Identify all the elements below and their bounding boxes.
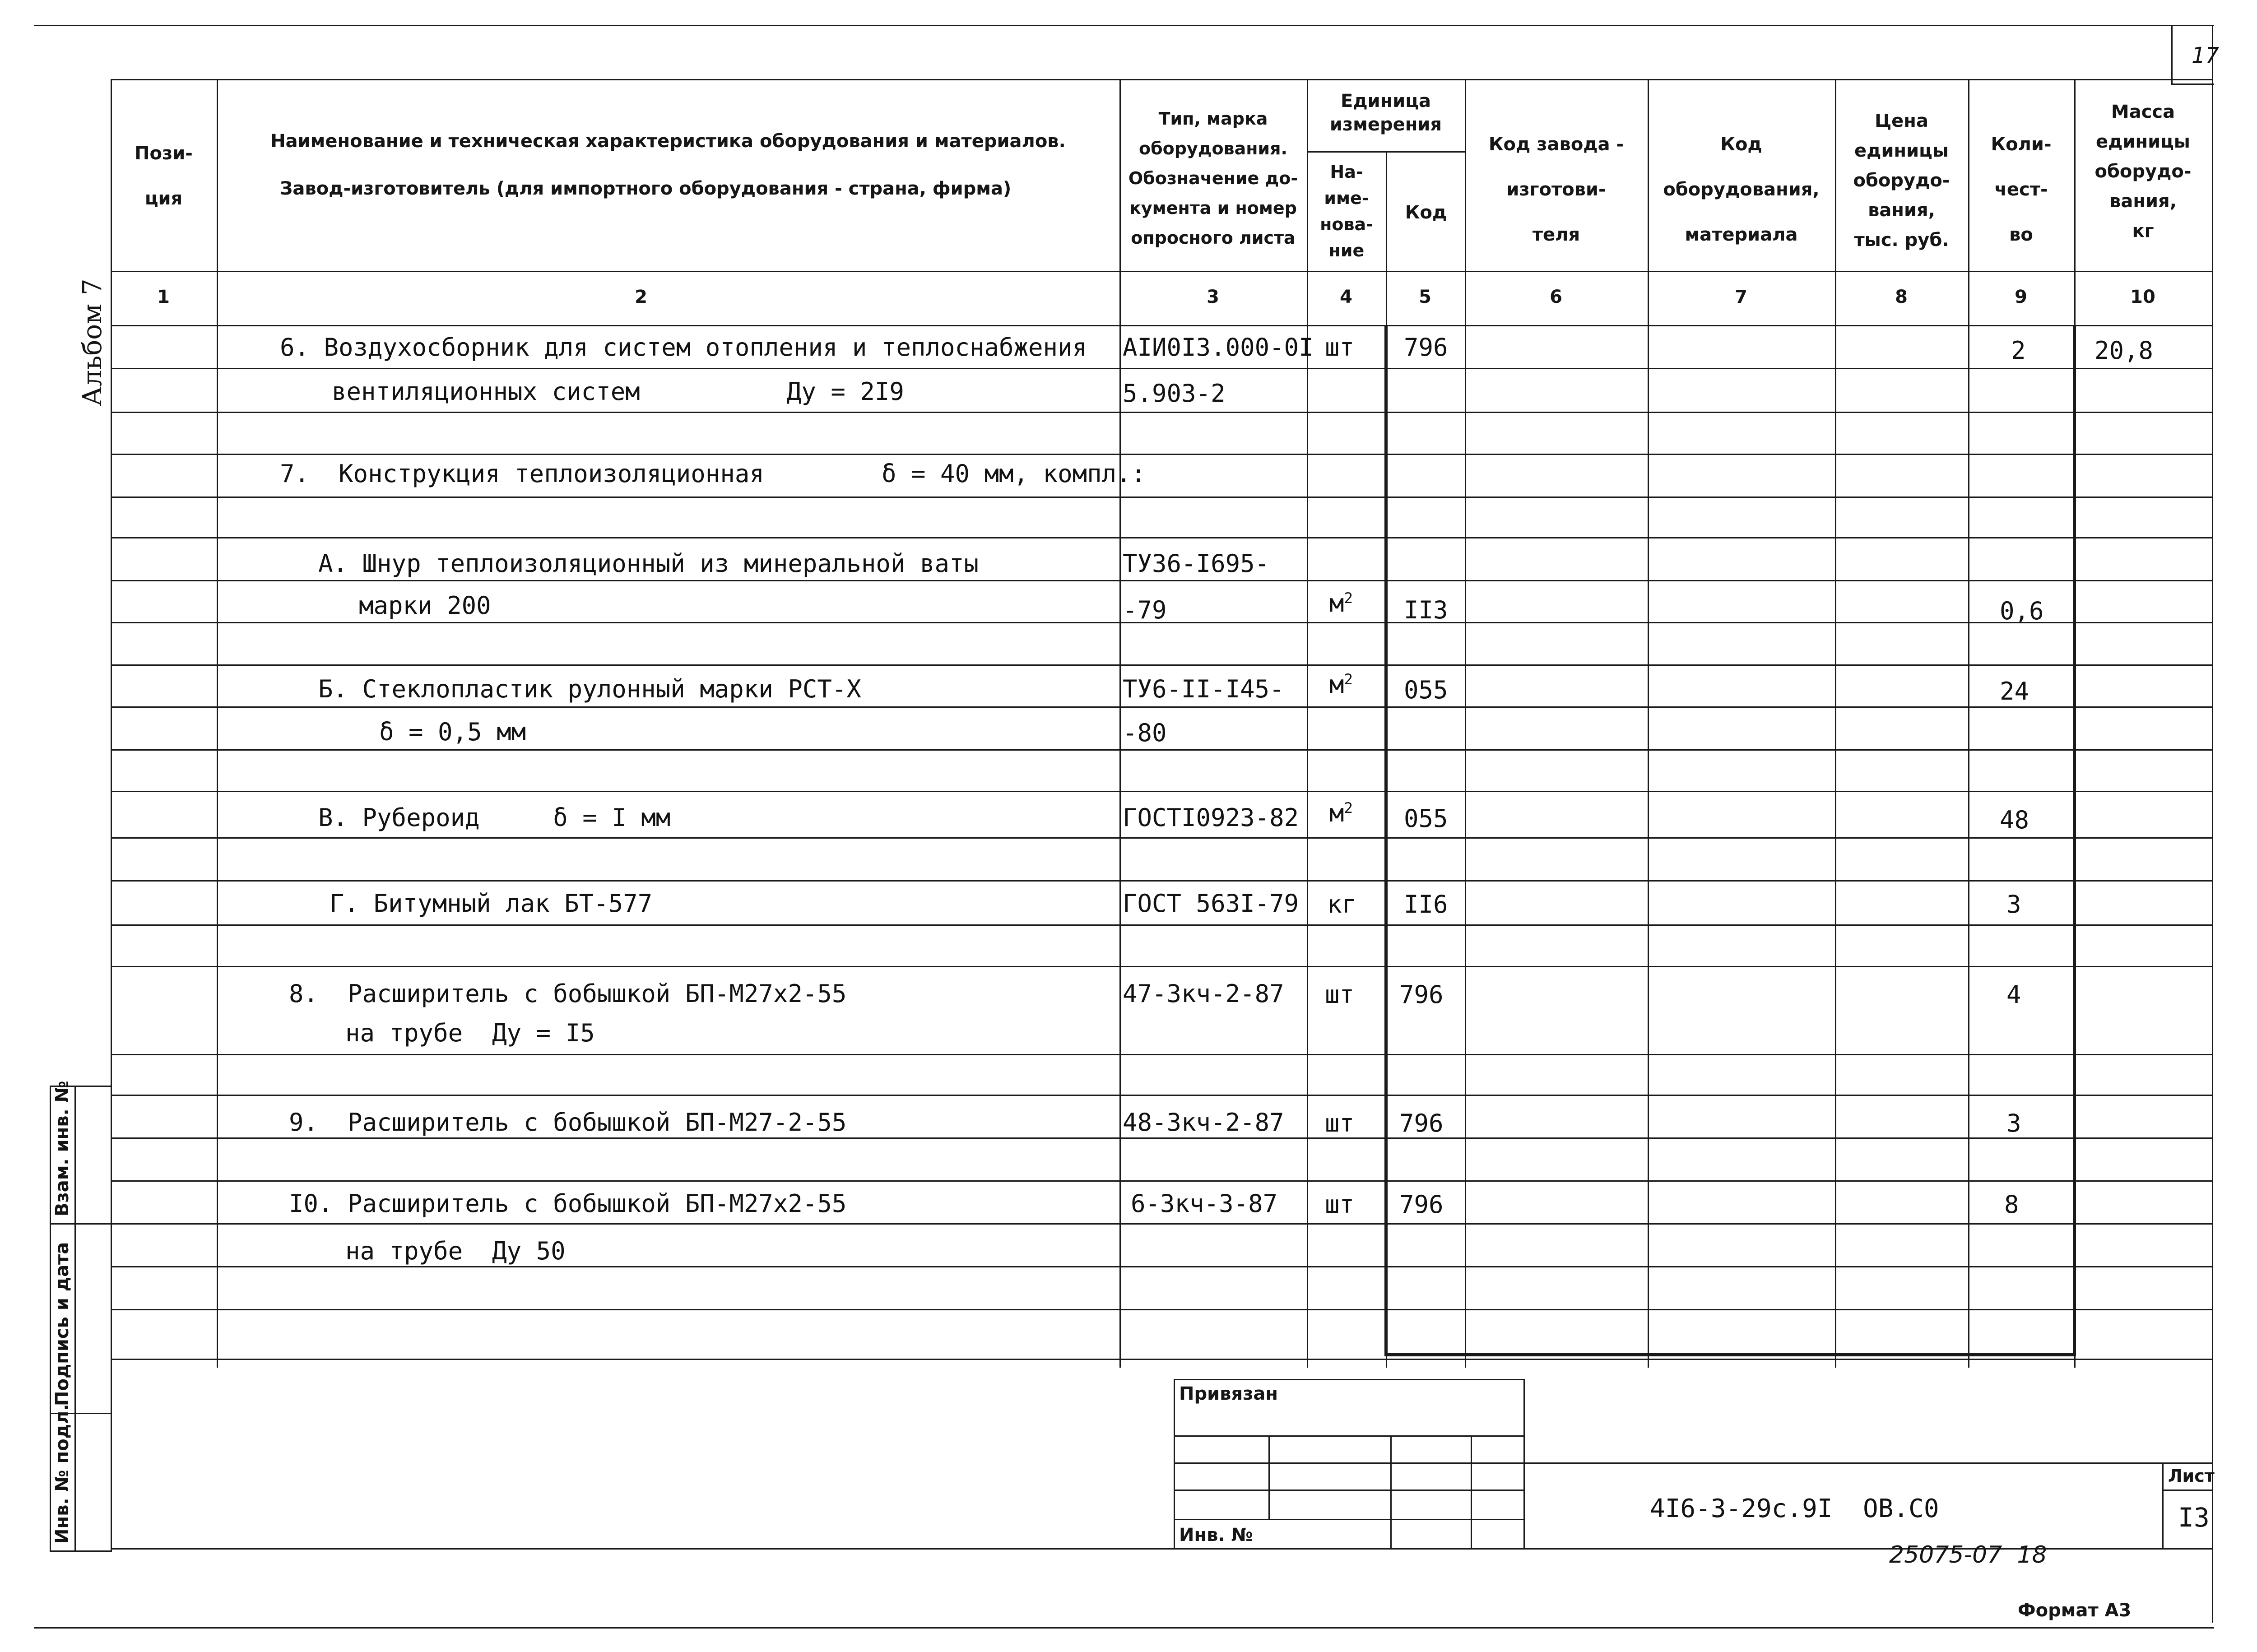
table-row-type: АIИ0I3.000-0I <box>1123 333 1314 362</box>
table-row-name: марки 200 <box>359 591 491 620</box>
header-mass: Масса единицы оборудо- вания, кг <box>2094 102 2192 241</box>
header-unit-group: Единица измерения <box>1329 91 1442 135</box>
table-row-name: на трубе Ду 50 <box>345 1237 566 1265</box>
table-row-name: А. Шнур теплоизоляционный из минеральной ваты <box>318 549 979 578</box>
table-row-unit: шт <box>1325 1190 1355 1219</box>
col-num-4: 4 <box>1340 287 1352 307</box>
table-row-qty: 48 <box>2000 806 2029 834</box>
table-row-name: 6. Воздухосборник для систем отопления и теплоснабжения <box>280 333 1087 362</box>
inventory-handwritten: 25075-07 18 <box>1889 1541 2047 1568</box>
col-num-1: 1 <box>157 287 170 307</box>
table-row-type: -79 <box>1123 596 1167 624</box>
table-row-name: на трубе Ду = I5 <box>345 1019 595 1047</box>
format-label: Формат А3 <box>2018 1600 2132 1621</box>
table-row-code: II3 <box>1404 596 1448 624</box>
sheet-corner-number: 17 <box>2192 43 2220 68</box>
col-num-8: 8 <box>1895 287 1908 307</box>
table-row-mass: 20,8 <box>2094 336 2154 365</box>
table-row-name: δ = 0,5 мм <box>379 718 526 746</box>
table-row-qty: 0,6 <box>2000 597 2044 625</box>
unit-value: м <box>1329 799 1344 827</box>
table-row-type: 5.903-2 <box>1123 379 1226 408</box>
col-num-10: 10 <box>2130 287 2155 307</box>
col-num-6: 6 <box>1550 287 1562 307</box>
header-name-line1: Наименование и техническая характеристика оборудования и материалов. <box>270 131 1066 152</box>
table-row-code: 055 <box>1404 804 1448 833</box>
table-row-type: 47-3кч-2-87 <box>1123 979 1284 1008</box>
table-row-name: вентиляционных систем Ду = 2I9 <box>332 377 904 406</box>
table-row-unit <box>1329 670 1353 699</box>
col-num-7: 7 <box>1735 287 1747 307</box>
unit-value: м <box>1329 670 1344 699</box>
sheet-number: I3 <box>2178 1502 2210 1533</box>
table-row-code: 796 <box>1399 1109 1444 1137</box>
table-row-qty: 24 <box>2000 677 2029 705</box>
header-position: Пози- ция <box>135 143 193 209</box>
inv-no-label: Инв. № <box>1179 1525 1253 1545</box>
stamp-inv-no: Инв. № подл. <box>52 1404 73 1544</box>
document-code: 4I6-3-29с.9I ОВ.С0 <box>1650 1494 1939 1523</box>
col-num-5: 5 <box>1419 287 1431 307</box>
table-row-qty: 3 <box>2006 890 2021 919</box>
unit-superscript: 2 <box>1344 799 1353 817</box>
table-row-code: 796 <box>1399 980 1444 1009</box>
table-row-unit: кг <box>1327 890 1357 919</box>
table-row-name: Г. Битумный лак БТ-577 <box>330 889 653 918</box>
header-unit-name: На- име- нова- ние <box>1320 162 1373 260</box>
table-row-name: Б. Стеклопластик рулонный марки РСТ-Х <box>318 675 861 703</box>
table-row-name: 7. Конструкция теплоизоляционная δ = 40 мм, компл.: <box>280 459 1146 488</box>
table-row-unit <box>1329 589 1353 617</box>
album-label: Альбом 7 <box>77 278 107 406</box>
table-row-qty: 8 <box>2004 1190 2019 1219</box>
header-type-mark: Тип, марка оборудования. Обозначение до- кумента и номер опросного листа <box>1128 109 1298 248</box>
unit-value: м <box>1329 589 1344 617</box>
table-row-name: 9. Расширитель с бобышкой БП-М27-2-55 <box>289 1108 847 1137</box>
header-factory-code: Код завода - изготови- теля <box>1488 134 1624 245</box>
sheet-label: Лист <box>2168 1466 2215 1486</box>
table-row-code: 796 <box>1404 333 1448 362</box>
table-row-code: 055 <box>1404 676 1448 704</box>
table-row-name: I0. Расширитель с бобышкой БП-М27х2-55 <box>289 1189 847 1218</box>
table-row-code: II6 <box>1404 890 1448 919</box>
stamp-vzam-inv: Взам. инв. № <box>52 1081 73 1216</box>
table-row-type: ТУ6-II-I45- <box>1123 675 1284 703</box>
table-row-name: 8. Расширитель с бобышкой БП-М27х2-55 <box>289 979 847 1008</box>
table-row-name: В. Рубероид δ = I мм <box>318 803 671 832</box>
stamp-sign-date: Подпись и дата <box>52 1242 73 1406</box>
unit-superscript: 2 <box>1344 589 1353 607</box>
header-price: Цена единицы оборудо- вания, тыс. руб. <box>1853 111 1950 251</box>
col-num-2: 2 <box>635 287 647 307</box>
table-row-type: -80 <box>1123 719 1167 747</box>
table-row-qty: 2 <box>2011 336 2026 365</box>
unit-superscript: 2 <box>1344 671 1353 688</box>
privyazan-label: Привязан <box>1179 1383 1278 1404</box>
table-row-unit <box>1329 799 1353 827</box>
table-row-code: 796 <box>1399 1190 1444 1219</box>
table-row-type: ТУ36-I695- <box>1123 549 1270 578</box>
table-row-type: ГОСТ 563I-79 <box>1123 889 1299 918</box>
table-row-qty: 3 <box>2006 1109 2021 1137</box>
col-num-3: 3 <box>1207 287 1219 307</box>
col-num-9: 9 <box>2015 287 2027 307</box>
table-row-type: 48-3кч-2-87 <box>1123 1108 1284 1137</box>
table-row-unit: шт <box>1325 1109 1355 1137</box>
table-row-unit: шт <box>1325 980 1355 1009</box>
header-equipment-code: Код оборудования, материала <box>1663 134 1820 245</box>
table-row-type: ГОСТI0923-82 <box>1123 803 1299 832</box>
header-unit-code: Код <box>1405 202 1447 223</box>
header-name-line2: Завод-изготовитель (для импортного оборудования - страна, фирма) <box>280 178 1012 199</box>
table-row-type: 6-3кч-3-87 <box>1131 1189 1278 1218</box>
table-row-qty: 4 <box>2006 980 2021 1009</box>
table-row-unit: шт <box>1325 333 1355 362</box>
header-quantity: Коли- чест- во <box>1991 134 2052 245</box>
